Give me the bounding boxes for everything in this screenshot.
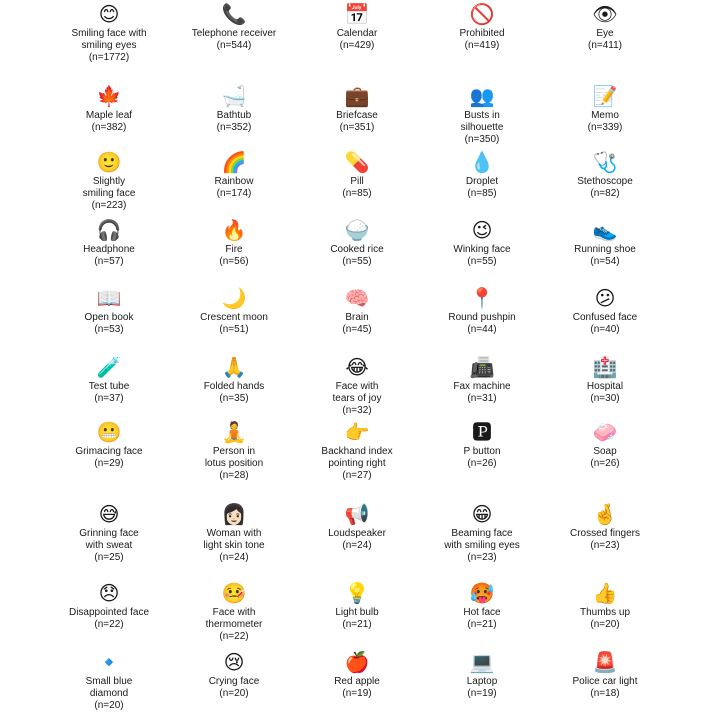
emoji-name: Face with tears of joy [332, 381, 382, 404]
face-with-tears-of-joy-icon: 😂 [345, 355, 369, 379]
emoji-name: Fire [225, 244, 243, 255]
p-button-icon: 🅿 [472, 420, 492, 444]
busts-in-silhouette-icon: 👥 [469, 84, 495, 108]
calendar-icon: 📅 [344, 2, 370, 26]
emoji-name: Rainbow [214, 176, 254, 187]
emoji-name: Crying face [208, 676, 260, 687]
person-in-lotus-position-icon: 🧘 [221, 420, 247, 444]
emoji-name: Open book [84, 312, 134, 323]
hospital-icon: 🏥 [592, 355, 618, 379]
emoji-count: (n=28) [219, 470, 249, 481]
emoji-name: Winking face [453, 244, 511, 255]
emoji-name: Pill [350, 176, 364, 187]
emoji-count: (n=352) [216, 122, 252, 133]
slightly-smiling-face-icon: 🙂 [96, 150, 122, 174]
emoji-count: (n=45) [342, 324, 372, 335]
emoji-cell [164, 581, 304, 643]
emoji-cell [164, 150, 304, 200]
emoji-name: Busts in silhouette [460, 110, 504, 133]
emoji-cell [287, 84, 427, 134]
emoji-name: Brain [345, 312, 369, 323]
emoji-cell [287, 2, 427, 52]
briefcase-icon: 💼 [344, 84, 370, 108]
emoji-count: (n=55) [467, 256, 497, 267]
disappointed-face-icon: 😞 [98, 581, 120, 605]
soap-icon: 🧼 [592, 420, 618, 444]
emoji-cell [412, 420, 552, 470]
emoji-name: Test tube [88, 381, 130, 392]
emoji-name: Hot face [463, 607, 501, 618]
emoji-count: (n=544) [216, 40, 252, 51]
emoji-count: (n=26) [590, 458, 620, 469]
emoji-cell [164, 650, 304, 700]
emoji-name: Maple leaf [85, 110, 133, 121]
thumbs-up-icon: 👍 [592, 581, 618, 605]
stethoscope-icon: 🩺 [592, 150, 618, 174]
telephone-receiver-icon: 📞 [221, 2, 247, 26]
emoji-name: Fax machine [453, 381, 511, 392]
headphone-icon: 🎧 [96, 218, 122, 242]
emoji-count: (n=31) [467, 393, 497, 404]
winking-face-icon: 😉 [471, 218, 493, 242]
fire-icon: 🔥 [221, 218, 247, 242]
open-book-icon: 📖 [96, 286, 122, 310]
emoji-name: Crossed fingers [569, 528, 641, 539]
emoji-count: (n=82) [590, 188, 620, 199]
emoji-cell [164, 420, 304, 482]
emoji-cell [287, 355, 427, 417]
emoji-name: Telephone receiver [191, 28, 277, 39]
cooked-rice-icon: 🍚 [344, 218, 370, 242]
emoji-count: (n=21) [342, 619, 372, 630]
emoji-cell [164, 2, 304, 52]
emoji-cell [412, 84, 552, 146]
emoji-name: Eye [596, 28, 614, 39]
emoji-count: (n=37) [94, 393, 124, 404]
emoji-cell [39, 286, 179, 336]
emoji-cell [535, 420, 675, 470]
emoji-name: Face with thermometer [205, 607, 263, 630]
emoji-cell [287, 502, 427, 552]
crescent-moon-icon: 🌙 [221, 286, 247, 310]
emoji-cell [287, 218, 427, 268]
emoji-name: Loudspeaker [328, 528, 386, 539]
emoji-count: (n=21) [467, 619, 497, 630]
emoji-name: Disappointed face [68, 607, 150, 618]
emoji-cell [39, 502, 179, 564]
emoji-name: Cooked rice [330, 244, 384, 255]
emoji-name: Grimacing face [75, 446, 143, 457]
emoji-cell [164, 502, 304, 564]
emoji-cell [287, 286, 427, 336]
emoji-count: (n=223) [91, 200, 127, 211]
round-pushpin-icon: 📍 [469, 286, 495, 310]
maple-leaf-icon: 🍁 [96, 84, 122, 108]
emoji-count: (n=53) [94, 324, 124, 335]
emoji-count: (n=339) [587, 122, 623, 133]
grimacing-face-icon: 😬 [96, 420, 122, 444]
emoji-cell [535, 502, 675, 552]
emoji-name: P button [463, 446, 501, 457]
emoji-name: Crescent moon [200, 312, 268, 323]
emoji-count: (n=22) [219, 631, 249, 642]
emoji-cell [535, 150, 675, 200]
grinning-face-with-sweat-icon: 😅 [98, 502, 120, 526]
emoji-count: (n=382) [91, 122, 127, 133]
emoji-count: (n=29) [94, 458, 124, 469]
emoji-cell [535, 218, 675, 268]
emoji-cell [412, 650, 552, 700]
emoji-count: (n=26) [467, 458, 497, 469]
crossed-fingers-icon: 🤞 [592, 502, 618, 526]
emoji-count: (n=54) [590, 256, 620, 267]
emoji-cell [39, 218, 179, 268]
light-bulb-icon: 💡 [344, 581, 370, 605]
laptop-icon: 💻 [469, 650, 495, 674]
emoji-count: (n=44) [467, 324, 497, 335]
droplet-icon: 💧 [469, 150, 495, 174]
emoji-count: (n=20) [219, 688, 249, 699]
emoji-cell [39, 650, 179, 712]
emoji-cell [412, 502, 552, 564]
red-apple-icon: 🍎 [344, 650, 370, 674]
emoji-cell [535, 286, 675, 336]
emoji-cell [39, 355, 179, 405]
rainbow-icon: 🌈 [221, 150, 247, 174]
emoji-name: Woman with light skin tone [203, 528, 265, 551]
emoji-cell [287, 150, 427, 200]
emoji-name: Light bulb [335, 607, 379, 618]
emoji-name: Hospital [586, 381, 624, 392]
emoji-cell [535, 84, 675, 134]
prohibited-icon: 🚫 [469, 2, 495, 26]
emoji-name: Police car light [572, 676, 638, 687]
emoji-cell [39, 581, 179, 631]
emoji-count: (n=85) [467, 188, 497, 199]
fax-machine-icon: 📠 [469, 355, 495, 379]
emoji-name: Beaming face with smiling eyes [444, 528, 520, 551]
woman-light-skin-tone-icon: 👩🏻 [221, 502, 247, 526]
emoji-cell [535, 650, 675, 700]
emoji-count: (n=411) [587, 40, 622, 51]
emoji-cell [287, 650, 427, 700]
emoji-name: Memo [591, 110, 619, 121]
emoji-name: Folded hands [203, 381, 265, 392]
emoji-name: Droplet [465, 176, 499, 187]
bathtub-icon: 🛁 [221, 84, 247, 108]
emoji-count: (n=1772) [88, 52, 130, 63]
emoji-cell [39, 2, 179, 64]
emoji-count: (n=57) [94, 256, 124, 267]
emoji-cell [535, 2, 675, 52]
emoji-cell [412, 218, 552, 268]
emoji-count: (n=19) [342, 688, 372, 699]
emoji-cell [412, 581, 552, 631]
emoji-count: (n=20) [94, 700, 124, 711]
emoji-count: (n=429) [339, 40, 375, 51]
emoji-count: (n=23) [467, 552, 497, 563]
emoji-cell [287, 420, 427, 482]
emoji-count: (n=19) [467, 688, 497, 699]
small-blue-diamond-icon: 🔹 [96, 650, 122, 674]
emoji-name: Briefcase [336, 110, 378, 121]
emoji-count: (n=40) [590, 324, 620, 335]
emoji-name: Thumbs up [579, 607, 631, 618]
emoji-name: Prohibited [459, 28, 505, 39]
emoji-cell [39, 84, 179, 134]
emoji-name: Laptop [466, 676, 498, 687]
emoji-cell [164, 355, 304, 405]
emoji-name: Soap [593, 446, 617, 457]
emoji-name: Backhand index pointing right [321, 446, 393, 469]
emoji-name: Running shoe [574, 244, 636, 255]
emoji-cell [412, 355, 552, 405]
loudspeaker-icon: 📢 [344, 502, 370, 526]
emoji-name: Small blue diamond [85, 676, 133, 699]
emoji-name: Headphone [83, 244, 135, 255]
test-tube-icon: 🧪 [96, 355, 122, 379]
confused-face-icon: 😕 [594, 286, 616, 310]
pill-icon: 💊 [344, 150, 370, 174]
emoji-name: Round pushpin [448, 312, 516, 323]
emoji-name: Bathtub [216, 110, 252, 121]
emoji-name: Stethoscope [577, 176, 633, 187]
folded-hands-icon: 🙏 [221, 355, 247, 379]
emoji-name: Grinning face with sweat [79, 528, 139, 551]
running-shoe-icon: 👟 [592, 218, 618, 242]
emoji-count: (n=23) [590, 540, 620, 551]
emoji-name: Smiling face with smiling eyes [71, 28, 147, 51]
emoji-count: (n=27) [342, 470, 372, 481]
emoji-cell [535, 355, 675, 405]
emoji-count: (n=56) [219, 256, 249, 267]
emoji-count: (n=419) [464, 40, 500, 51]
emoji-count: (n=25) [94, 552, 124, 563]
emoji-cell [412, 150, 552, 200]
emoji-cell [535, 581, 675, 631]
backhand-index-pointing-right-icon: 👉 [344, 420, 370, 444]
emoji-cell [164, 84, 304, 134]
emoji-cell [287, 581, 427, 631]
emoji-cell [39, 420, 179, 470]
emoji-name: Confused face [572, 312, 638, 323]
emoji-cell [164, 286, 304, 336]
emoji-name: Red apple [334, 676, 380, 687]
emoji-count: (n=18) [590, 688, 620, 699]
emoji-cell [412, 286, 552, 336]
emoji-count: (n=55) [342, 256, 372, 267]
brain-icon: 🧠 [344, 286, 370, 310]
emoji-count: (n=35) [219, 393, 249, 404]
emoji-name: Slightly smiling face [82, 176, 136, 199]
emoji-count: (n=22) [94, 619, 124, 630]
emoji-cell [412, 2, 552, 52]
emoji-count: (n=32) [342, 405, 372, 416]
emoji-cell [39, 150, 179, 212]
emoji-count: (n=24) [342, 540, 372, 551]
emoji-name: Calendar [336, 28, 378, 39]
emoji-name: Person in lotus position [204, 446, 264, 469]
emoji-count: (n=51) [219, 324, 249, 335]
face-with-thermometer-icon: 🤒 [221, 581, 247, 605]
emoji-count: (n=350) [464, 134, 500, 145]
emoji-count: (n=30) [590, 393, 620, 404]
memo-icon: 📝 [592, 84, 618, 108]
eye-icon: 👁 [592, 2, 618, 26]
emoji-cell [164, 218, 304, 268]
emoji-count: (n=174) [216, 188, 252, 199]
hot-face-icon: 🥵 [469, 581, 495, 605]
emoji-count: (n=20) [590, 619, 620, 630]
emoji-count: (n=85) [342, 188, 372, 199]
emoji-count: (n=24) [219, 552, 249, 563]
smiling-face-with-smiling-eyes-icon: 😊 [98, 2, 120, 26]
crying-face-icon: 😢 [223, 650, 245, 674]
police-car-light-icon: 🚨 [592, 650, 618, 674]
beaming-face-with-smiling-eyes-icon: 😁 [471, 502, 493, 526]
emoji-count: (n=351) [339, 122, 375, 133]
